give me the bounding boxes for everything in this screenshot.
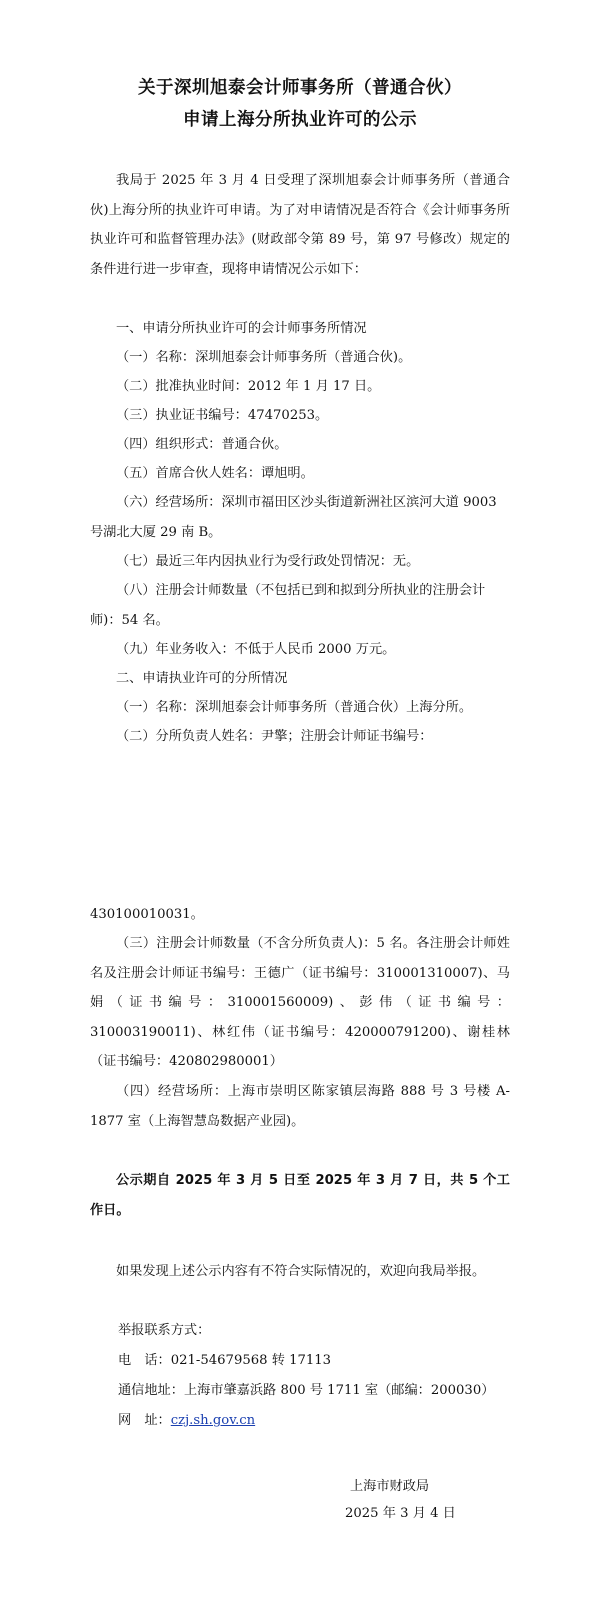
report-paragraph: 如果发现上述公示内容有不符合实际情况的，欢迎向我局举报。 bbox=[116, 1264, 486, 1279]
intro-paragraph: 我局于 2025 年 3 月 4 日受理了深圳旭泰会计师事务所（普通合伙)上海分所的执业许可申请。为了对申请情况是否符合《会计师事务所执业许可和监督管理办法》(财政部令第 89 号，第 97 号修改）规定的条件进行进一步审查，现将申请情况公示如下： bbox=[90, 173, 510, 277]
section-1-item-7: （七）最近三年内因执业行为受行政处罚情况：无。 bbox=[116, 554, 420, 569]
section-1-heading: 一、申请分所执业许可的会计师事务所情况 bbox=[116, 321, 367, 336]
section-1-item-8: （八）注册会计师数量（不包括已到和拟到分所执业的注册会计师)：54 名。 bbox=[90, 583, 486, 628]
contact-address bbox=[118, 1376, 494, 1406]
phone-value: 021-54679568 转 17113 bbox=[170, 1353, 332, 1368]
publicity-period: 公示期自 2025 年 3 月 5 日至 2025 年 3 月 7 日，共 5 个工作日。 bbox=[90, 1173, 510, 1218]
section-2-item-2-head: （二）分所负责人姓名：尹擎；注册会计师证书编号： bbox=[116, 729, 433, 744]
contact-heading: 举报联系方式： bbox=[118, 1323, 211, 1338]
contact-phone bbox=[118, 1346, 331, 1376]
section-2-item-2-tail: 430100010031。 bbox=[90, 907, 204, 922]
address-label: 通信地址： bbox=[118, 1383, 184, 1398]
section-1-item-9: （九）年业务收入：不低于人民币 2000 万元。 bbox=[116, 642, 396, 657]
signature-org: 上海市财政局 bbox=[350, 1479, 430, 1494]
section-1-item-1: （一）名称：深圳旭泰会计师事务所（普通合伙)。 bbox=[116, 350, 412, 365]
section-1-item-2: （二）批准执业时间：2012 年 1 月 17 日。 bbox=[116, 379, 381, 394]
section-1-item-3: （三）执业证书编号：47470253。 bbox=[116, 408, 329, 423]
web-label: 网 址： bbox=[118, 1413, 171, 1428]
website-link[interactable]: czj.sh.gov.cn bbox=[170, 1413, 256, 1428]
section-2-heading: 二、申请执业许可的分所情况 bbox=[116, 671, 288, 686]
contact-website bbox=[118, 1406, 255, 1436]
section-1-item-6: （六）经营场所：深圳市福田区沙头街道新洲社区滨河大道 9003 号湖北大厦 29 南 B。 bbox=[90, 495, 497, 540]
title-line-1: 关于深圳旭泰会计师事务所（普通合伙） bbox=[138, 78, 462, 98]
section-2-item-3: （三）注册会计师数量（不含分所负责人)：5 名。各注册会计师姓名及注册会计师证书编号：王德广（证书编号：310001310007)、马娟（证书编号：310001560009)、彭伟（证书编号：310003190011)、林红伟（证书编号：420000791200)、谢桂林（证书编号：420802980001） bbox=[90, 936, 510, 1069]
address-value: 上海市肇嘉浜路 800 号 1711 室（邮编：200030） bbox=[183, 1383, 495, 1398]
section-2-item-1: （一）名称：深圳旭泰会计师事务所（普通合伙）上海分所。 bbox=[116, 700, 473, 715]
section-1-item-5: （五）首席合伙人姓名：谭旭明。 bbox=[116, 466, 314, 481]
signature-date: 2025 年 3 月 4 日 bbox=[345, 1506, 456, 1521]
phone-label: 电 话： bbox=[118, 1353, 171, 1368]
section-1-item-4: （四）组织形式：普通合伙。 bbox=[116, 437, 288, 452]
section-2-item-4: （四）经营场所：上海市崇明区陈家镇层海路 888 号 3 号楼 A-1877 室（上海智慧岛数据产业园)。 bbox=[90, 1084, 510, 1129]
title-line-2: 申请上海分所执业许可的公示 bbox=[183, 110, 417, 130]
